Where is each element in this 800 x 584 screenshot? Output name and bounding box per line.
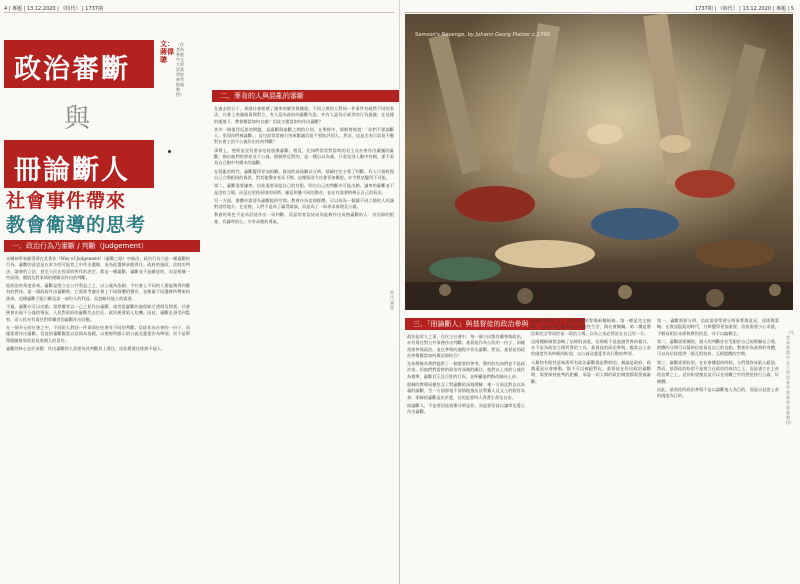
left-top-rule [4,12,394,13]
right-page [400,0,800,584]
left-col2-para-4: 在混亂的時代，審斷變得更加困難。資訊的真偽難以分辨，情緒往往主導了判斷。有人只接收與自己立場相同的資訊，對其他聲音充耳不聞。這種情況令社會更加撕裂，亦令對話變得不可能。 [214,168,394,180]
left-col2-accent: 教會的角色不是為信徒作出一切判斷，而是培育信徒成為能夠作出成熟審斷的人：有信仰的根基、有謙卑的心，亦有承擔的勇氣。 [214,212,394,224]
author-byline: 文：蔣偉聰 [160,39,174,64]
left-col2-para-1: 在過去的日子，香港社會經歷了連串的衝突與撕裂。不同立場的人對同一件事件有截然不同的看法，社會上充滿指責與對立。有人認為政府的審斷失當，亦有人認為示威者的行為過激。在這樣的處境下，教會應當如何自處？信徒又應當如何作出審斷？ [214,106,394,124]
left-col1-para-1: 宋爾神學家歐得華在其著作《Way of Judgement》（審斷之路）中指出，政治行為乃是一種審斷的行為。審斷的意思是在眾多的可能性之中作出選擇，並為此選擇承擔責任。政府的施政、法院的判決、議會的立法，甚至公民在投票時所作的決定，都是一種審斷。審斷並不是隨意的，而是根據一些原則、價值及對事情的理解而作出的判斷。 [6,256,190,280]
right-margin-note: （作者為香港中文大學崇基學院神學院副教授） [786,330,794,425]
right-col1-para-2: 先知傳統為我們提供了一個重要的參考。舊約的先知們並不是政治家，但他們對當時的政治有深刻的關注。他們以上帝的公義作為標準，審斷君王及百姓的行為，並呼籲他們悔改歸向上帝。 [407,361,525,379]
title-line-1: 政治審斷 [14,54,130,85]
left-col2-para-6: 另一方面，群體亦需要為審斷提供空間。教會作為信仰群體，可以成為一個讓不同立場的人坦誠對話的地方。在這裡，人們不是為了贏得辯論，而是為了一同尋求真理及公義。 [214,197,394,210]
right-col2-para-2: 這兩種極端都忽略了信仰的深度。信仰既不是逃避世界的藉口，亦不是為政治立場背書的工具。基督徒的政治參與，應當以上帝的國度作為終極的盼望，以公義及慈愛作為行動的準則。 [531,338,651,357]
right-column-1 [407,334,525,578]
right-col3-para-2: 第二，審斷需要團契。個人的判斷往往受限於自己的經驗及立場，群體的分辨可以幫助信徒看見自己的盲點。教會作為基督的身體，可以為信徒提供一個互相扶持、互相提醒的空間。 [657,338,779,357]
subtitle-line-2: 教會衛導的思考 [6,214,147,236]
right-col3-para-1: 第一，審斷需要分辨。信徒需要學習分辨事實與意見、原則與策略。在資訊混亂的時代，分辨變得更加重要。信徒需要小心求證，不輕易相信未經核實的消息，亦不以偏概全。 [657,318,779,336]
left-column-1 [6,256,190,576]
author-note: （作者為香港中文大學崇基學院神學院副教授） [176,42,184,97]
right-col2-para-3: 人類的有限性意味著所有政治審斷都是暫時的。無論是政府、政黨還是社會運動，都不可以被絕對化。基督徒在作出政治審斷時，需要保持批判的距離，承認一切人間的政治制度都需要被審斷。 [531,359,651,384]
right-column-3 [657,318,779,578]
right-running-head: 1737期 | 《時代》 | 13.12.2020 | 專題 | 5 [695,6,794,12]
painting-image [405,14,793,310]
left-col1-para-2: 從政治的角度看來，審斷是建立在公共利益之上，以公義為依歸，令社會上不同的人都能夠得到應有的對待。當一個政府作出審斷時，它需要考慮社會上不同群體的聲音，並衡量不同選擇所帶來的後果。這種審斷不能只顧及某一部份人的利益，而忽略其他人的需要。 [6,283,190,301]
left-col2-para-2: 其中一個值得反思的問題，是審斷與論斷之間的分別。在聖經中，耶穌曾經說：「你們不要論斷人，免得你們被論斷。」這句話常常被引用來勸誡信徒不要批評別人。然而，這是否表示信徒不應對社會上的不公義作出任何判斷？ [214,126,394,145]
section-3-heading: 三、「冊論斷人」與基督徒的政治參與 [405,318,585,330]
left-running-head: 4 | 專題 | 13.12.2020 | 《時代》 | 1737期 [4,6,103,12]
right-col1-accent: 冊論斷人，不是要信徒放棄分辨是非，而是要信徒以謙卑及愛心作出審斷。 [407,402,525,415]
left-col1-para-4: 在一個多元的社會之中，不同的人對同一件事情往往會有不同的判斷。信徒作為社會的一份子，同樣需要作出審斷。信徒的審斷應當以信仰為基礎，以聖經所啟示的公義及慈愛作為準則，而不是單單跟隨群眾的意見或個人的喜好。 [6,324,190,343]
section-2-heading: 二、麥肯的人與混亂的審斷 [212,90,400,102]
right-col3-accent: 因此，基督徒的政治參與不是以論斷他人為目的，而是以見證上帝的國度為目的。 [657,386,779,399]
left-col2-para-3: 事實上，聖經並沒有要求信徒放棄審斷。相反，先知們常常對當時的君王及社會作出嚴厲的審斷，指出他們的罪惡及不公義。耶穌所反對的，是一種自以為義、只看見別人眼中有刺，卻不看見自己眼中有樑木的論斷。 [214,147,394,166]
painting-caption: Samson's Revenge, by Johann Georg Platzer c.1740 [415,32,550,38]
right-column-2 [531,318,651,578]
right-col1-para-1: 政治是眾人之事，在民主社會中，每一個公民都有權參與政治，亦有責任對公共事務作出判斷。基督徒作為公民的一份子，同樣需要參與政治，並在參與的過程中作出審斷。然而，基督徒的政治參與應當如何與信仰結合？ [407,334,525,358]
title-connector: 與 [64,104,91,134]
section-1-heading: 一、政治行為乃審斷 / 判斷（Judgement） [4,240,200,252]
right-col2-para-1: 在政治參與之中，基督徒需要警惕兩種極端。第一種是完全抽離，以為信仰只關乎個人的靈性生活，與社會無關。第二種是將信仰完全等同於某一政治立場，以為上帝必然站在自己的一方。 [531,318,651,336]
left-col1-accent: 審斷的核心在於承擔：作出審斷的人需要為其判斷負上責任，而非將責任推卸予他人。 [6,345,166,351]
title-line-2: 冊論斷人 [14,155,130,186]
right-col1-para-3: 耶穌的教導同樣包含了對審斷的深刻理解。衪一方面反對自以為義的論斷，另一方面卻毫不留情地指出法利賽人及文士的假冒為善。耶穌的審斷是出於愛，目的是要叫人得著生命及自由。 [407,382,525,400]
left-column-2 [214,106,394,576]
left-col2-para-5: 第二，審斷需要謙卑。信徒需要承認自己的有限，明白自己的判斷亦可能出錯。謙卑的審斷並不是沒有立場，而是在堅持原則的同時，願意聆聽不同的聲音，並在有需要時修正自己的看法。 [214,183,394,195]
title-block [4,40,154,200]
byline-dot [168,150,171,153]
baroque-painting-illustration [405,14,793,310]
right-top-rule [405,12,793,13]
right-col3-para-3: 第三，審斷需要盼望。在社會撕裂的時候，人們很容易陷入絕望。然而，基督徒的盼望不是建立在政治的成功之上，而是建立在上帝的信實之上。這份盼望使信徒可以在困難之中仍然堅持行公義、好憐憫。 [657,359,779,384]
left-col1-para-3: 不過，審斷亦可以出錯。當掌權者以一己之私作出審斷，或者當審斷的過程缺乏透明及問責，社會便會出現不公義的情況。人民對政府的審斷失去信任，政治便會陷入危機。因此，審斷必須受到監察，而公民亦有責任對掌權者的審斷作出回應。 [6,304,190,322]
left-margin-note: 時代論壇 [390,290,394,310]
subtitle-line-1: 社會事件帶來 [6,190,127,212]
